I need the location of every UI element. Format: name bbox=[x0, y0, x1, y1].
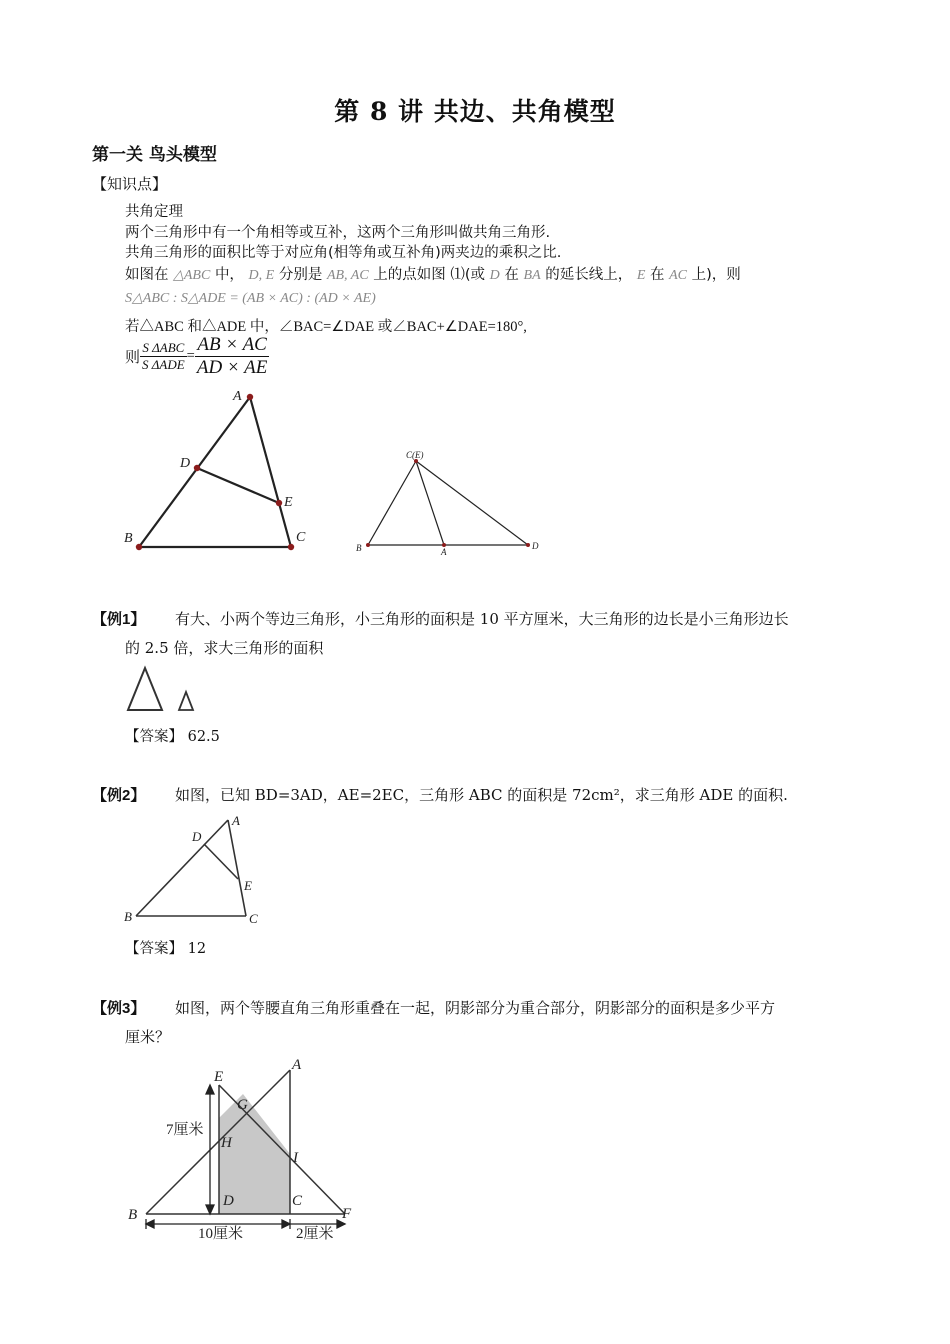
example-2-text: 如图，已知 BD=3AD，AE=2EC，三角形 ABC 的面积是 72cm²，求三角形 ADE 的面积. bbox=[175, 786, 788, 804]
answer-value: 62.5 bbox=[187, 729, 220, 745]
ex2-label-d: D bbox=[192, 829, 202, 844]
dim-height: 7厘米 bbox=[166, 1122, 204, 1138]
ex3-label-e: E bbox=[214, 1069, 224, 1085]
answer-label: 【答案】 bbox=[125, 941, 183, 957]
example-1-label: 【例1】 bbox=[92, 611, 146, 628]
ratio-fraction-formula bbox=[125, 334, 269, 379]
t3a: 如图在 bbox=[125, 267, 169, 283]
ex2-label-b: B bbox=[124, 909, 132, 924]
fig1-label-a: A bbox=[233, 389, 242, 404]
figure-2-triangle bbox=[350, 445, 550, 560]
example-1-triangles bbox=[125, 665, 205, 715]
example-2-figure bbox=[120, 808, 270, 928]
example-3-figure bbox=[120, 1052, 370, 1247]
theorem-line-1: 两个三角形中有一个角相等或互补，这两个三角形叫做共角三角形. bbox=[125, 225, 551, 241]
example-1-text-cont: 的 2.5 倍，求大三角形的面积 bbox=[125, 639, 324, 657]
theorem-line-3 bbox=[125, 263, 741, 284]
ex2-label-e: E bbox=[244, 878, 252, 893]
theorem-line-5: 若△ABC 和△ADE 中，∠BAC=∠DAE 或∠BAC+∠DAE=180°, bbox=[125, 319, 527, 335]
answer-label: 【答案】 bbox=[125, 729, 183, 745]
equals-sign: = bbox=[186, 348, 195, 364]
t3-abac: AB, AC bbox=[326, 268, 369, 283]
right-fraction bbox=[195, 334, 270, 379]
area-ratio-formula: S△ABC : S△ADE = (AB × AC) : (AD × AE) bbox=[125, 291, 376, 306]
fig1-label-c: C bbox=[296, 530, 306, 545]
t3c: 分别是 bbox=[278, 267, 323, 283]
left-fraction bbox=[140, 340, 187, 373]
fig1-label-d: D bbox=[180, 456, 191, 471]
section-heading: 第一关 鸟头模型 bbox=[92, 145, 217, 165]
example-3-label: 【例3】 bbox=[92, 1000, 146, 1017]
theorem-name: 共角定理 bbox=[125, 204, 183, 220]
t3-tri: △ABC bbox=[173, 268, 211, 283]
answer-value: 12 bbox=[187, 941, 207, 957]
t3g: 在 bbox=[650, 267, 665, 283]
ex3-label-b: B bbox=[128, 1207, 138, 1223]
example-2-label: 【例2】 bbox=[92, 787, 146, 804]
t3-E: E bbox=[636, 268, 646, 283]
t3-AC: AC bbox=[669, 268, 688, 283]
ex3-label-d: D bbox=[223, 1193, 234, 1209]
t3-D: D bbox=[489, 268, 500, 283]
fig2-label-b: B bbox=[356, 543, 362, 553]
figure-1-triangle bbox=[120, 385, 320, 560]
ex3-label-c: C bbox=[292, 1193, 303, 1209]
left-numerator: S ΔABC bbox=[140, 340, 187, 357]
ex3-label-a: A bbox=[292, 1057, 302, 1073]
example-3-text-cont: 厘米？ bbox=[125, 1028, 171, 1046]
dim-right: 2厘米 bbox=[296, 1226, 334, 1242]
t3-BA: BA bbox=[523, 268, 541, 283]
fig2-label-d: D bbox=[532, 541, 539, 551]
fig1-label-b: B bbox=[124, 531, 133, 546]
right-denominator: AD × AE bbox=[196, 357, 268, 378]
fig1-label-e: E bbox=[284, 495, 293, 510]
ex2-label-a: A bbox=[232, 813, 240, 828]
fig2-label-a: A bbox=[441, 547, 447, 557]
fig2-label-ce: C(E) bbox=[406, 450, 424, 460]
t3b: 中， bbox=[214, 267, 244, 283]
example-1-answer bbox=[125, 725, 220, 746]
right-numerator: AB × AC bbox=[195, 334, 270, 357]
page-title: 第 8 讲 共边、共角模型 bbox=[334, 97, 616, 126]
dim-base: 10厘米 bbox=[198, 1226, 244, 1242]
left-denominator: S ΔADE bbox=[142, 357, 185, 372]
ex3-label-h: H bbox=[221, 1135, 232, 1151]
ex3-label-g: G bbox=[237, 1097, 248, 1113]
t3-de: D, E bbox=[248, 268, 275, 283]
t3d: 上的点如图 ⑴(或 bbox=[373, 267, 486, 283]
example-2-answer bbox=[125, 937, 206, 958]
example-3-text: 如图，两个等腰直角三角形重叠在一起，阴影部分为重合部分，阴影部分的面积是多少平方 bbox=[175, 999, 776, 1017]
t3h: 上)，则 bbox=[691, 267, 741, 283]
knowledge-tag: 【知识点】 bbox=[92, 175, 168, 193]
ex3-label-f: F bbox=[342, 1206, 352, 1222]
ex3-label-i: I bbox=[293, 1150, 298, 1166]
t3e: 在 bbox=[504, 267, 519, 283]
ex2-label-c: C bbox=[249, 911, 258, 926]
example-1-text: 有大、小两个等边三角形，小三角形的面积是 10 平方厘米，大三角形的边长是小三角形边长 bbox=[175, 610, 789, 628]
then-label: 则 bbox=[125, 348, 141, 366]
theorem-line-2: 共角三角形的面积比等于对应角(相等角或互补角)两夹边的乘积之比. bbox=[125, 245, 562, 261]
t3f: 的延长线上， bbox=[545, 267, 633, 283]
